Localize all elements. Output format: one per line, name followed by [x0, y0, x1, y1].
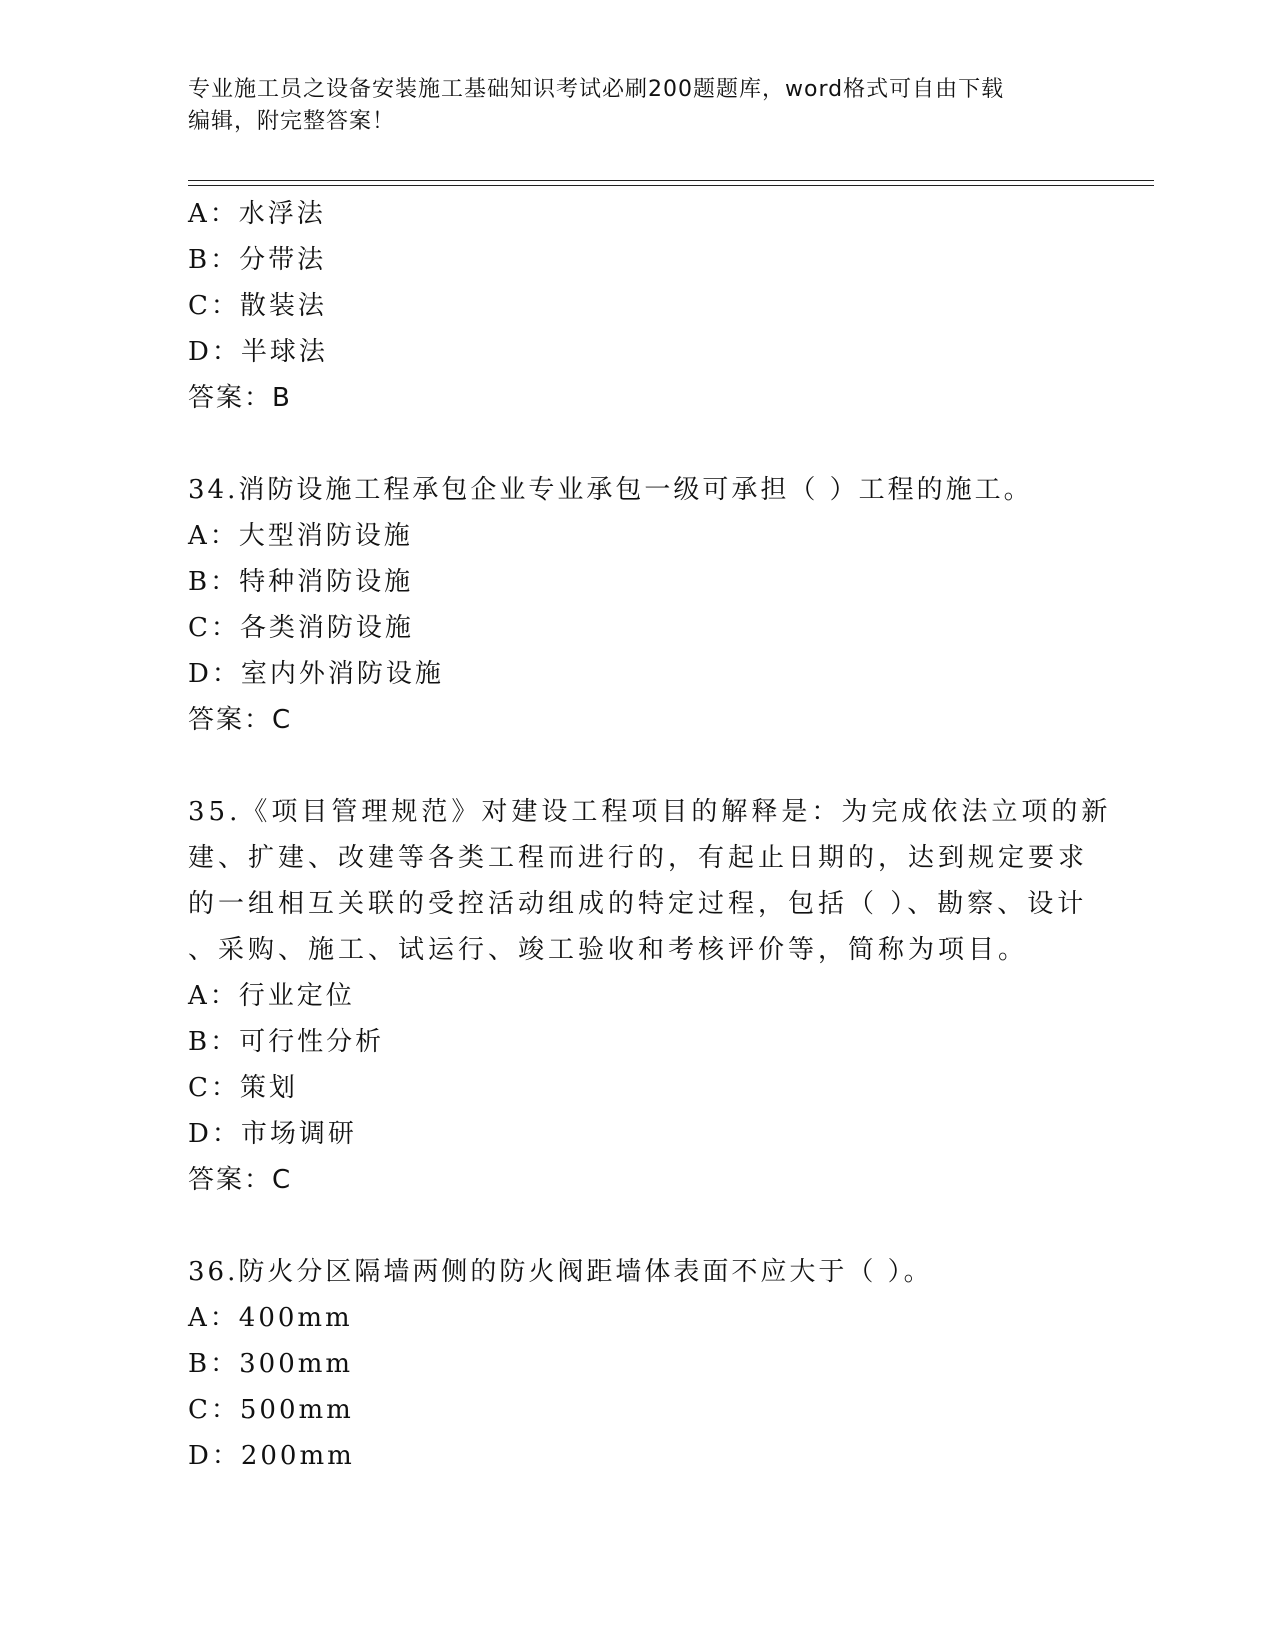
option-b: B：300mm [188, 1349, 354, 1379]
option-c: C：散装法 [188, 291, 327, 321]
option-c: C：500mm [188, 1395, 354, 1425]
option-d: D：市场调研 [188, 1119, 357, 1149]
answer: 答案：B [188, 383, 292, 413]
answer: 答案：C [188, 1165, 293, 1195]
question-stem-line: 建、扩建、改建等各类工程而进行的，有起止日期的，达到规定要求 [188, 843, 1089, 873]
question-stem-line: 、采购、施工、试运行、竣工验收和考核评价等，简称为项目。 [188, 935, 1029, 965]
answer: 答案：C [188, 705, 293, 735]
question-stem: 36.防火分区隔墙两侧的防火阀距墙体表面不应大于（ ）。 [188, 1257, 933, 1287]
option-d: D：室内外消防设施 [188, 659, 444, 689]
question-36 [188, 1249, 1088, 1479]
header-divider-top [188, 180, 1154, 181]
document-header [188, 74, 1068, 138]
question-34 [188, 467, 1088, 743]
option-a: A：行业定位 [188, 981, 355, 1011]
option-a: A：400mm [188, 1303, 353, 1333]
option-b: B：可行性分析 [188, 1027, 385, 1057]
header-line-1: 专业施工员之设备安装施工基础知识考试必刷200题题库，word格式可自由下载 [188, 77, 1005, 102]
question-stem-line: 35.《项目管理规范》对建设工程项目的解释是：为完成依法立项的新 [188, 797, 1112, 827]
question-stem-line: 的一组相互关联的受控活动组成的特定过程，包括（ ）、勘察、设计 [188, 889, 1088, 919]
option-d: D：半球法 [188, 337, 328, 367]
header-line-2: 编辑，附完整答案！ [188, 109, 396, 134]
option-a: A：水浮法 [188, 199, 326, 229]
header-divider-bottom [188, 185, 1154, 186]
option-b: B：分带法 [188, 245, 327, 275]
question-33 [188, 191, 1088, 421]
question-stem: 34.消防设施工程承包企业专业承包一级可承担（ ）工程的施工。 [188, 475, 1033, 505]
question-35 [188, 789, 1112, 1203]
question-stem [188, 789, 1112, 973]
option-c: C：策划 [188, 1073, 298, 1103]
option-d: D：200mm [188, 1441, 355, 1471]
question-list [188, 191, 1112, 1479]
option-c: C：各类消防设施 [188, 613, 414, 643]
option-b: B：特种消防设施 [188, 567, 414, 597]
option-a: A：大型消防设施 [188, 521, 413, 551]
